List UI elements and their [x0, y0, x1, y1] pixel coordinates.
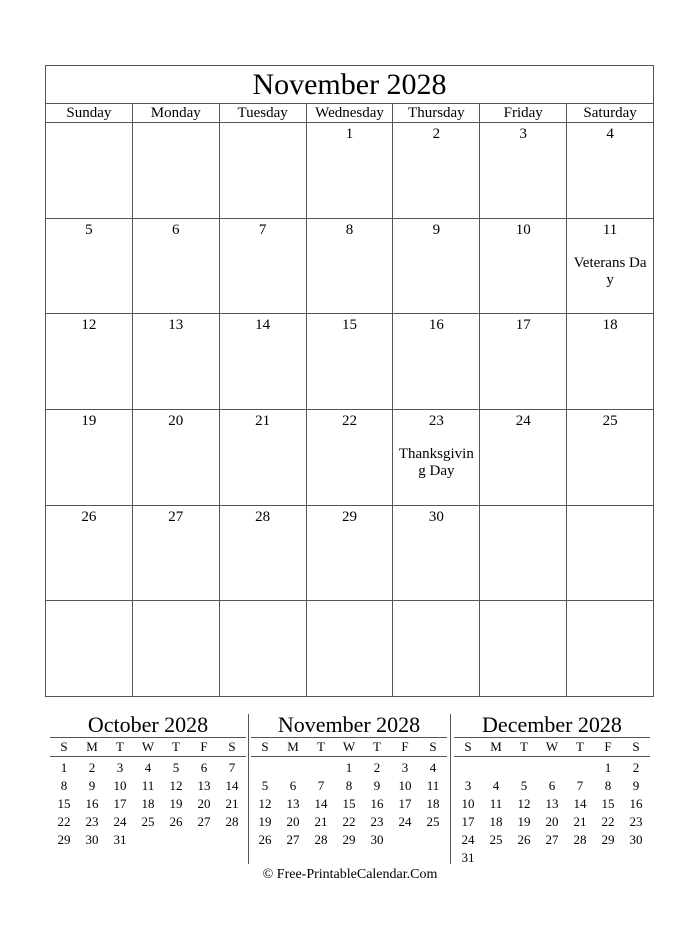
mini-day: 5 — [172, 760, 180, 775]
mini-day: 13 — [197, 778, 211, 793]
day-number: 10 — [515, 221, 531, 238]
mini-day: 6 — [548, 778, 556, 793]
mini-day: 29 — [342, 832, 356, 847]
mini-day: 6 — [200, 760, 208, 775]
calendar-title: November 2028 — [46, 66, 653, 104]
day-number — [567, 508, 653, 526]
mini-day — [510, 759, 538, 777]
day-cell — [479, 601, 566, 696]
day-number: 29 — [342, 508, 357, 525]
mini-weekday: T — [172, 739, 180, 754]
day-cell — [566, 219, 653, 314]
day-cell — [479, 123, 566, 218]
mini-day: 18 — [141, 796, 155, 811]
day-cell — [306, 410, 393, 505]
day-number — [480, 603, 566, 621]
mini-weekday: F — [401, 739, 409, 754]
mini-day: 9 — [373, 778, 381, 793]
mini-day: 28 — [573, 832, 587, 847]
mini-weekday: T — [520, 739, 528, 754]
mini-day: 30 — [370, 832, 384, 847]
mini-weekday-row — [251, 738, 447, 757]
mini-day: 11 — [141, 778, 155, 793]
day-number: 8 — [345, 221, 354, 238]
mini-day: 28 — [225, 814, 239, 829]
mini-day: 22 — [601, 814, 615, 829]
day-cell — [132, 506, 219, 601]
holiday-label: Veterans Day — [573, 254, 647, 288]
mini-day: 16 — [85, 796, 99, 811]
day-number: 23 — [428, 413, 444, 430]
day-number: 6 — [172, 221, 180, 238]
weekday-header: Saturday — [566, 104, 653, 122]
week-row — [46, 314, 653, 410]
day-number: 16 — [428, 317, 444, 334]
week-row — [46, 123, 653, 219]
mini-day: 25 — [426, 814, 440, 829]
day-cell — [219, 410, 306, 505]
mini-day — [454, 759, 482, 777]
day-number — [307, 603, 393, 621]
mini-day: 19 — [169, 796, 183, 811]
day-cell — [566, 410, 653, 505]
mini-weekday: T — [576, 739, 584, 754]
mini-day — [482, 849, 510, 867]
day-number — [46, 603, 132, 621]
mini-calendar-title: November 2028 — [251, 712, 447, 738]
day-cell — [46, 410, 132, 505]
day-cell — [479, 506, 566, 601]
day-number: 25 — [602, 413, 618, 430]
mini-day — [218, 831, 246, 849]
mini-day — [482, 759, 510, 777]
day-number: 3 — [519, 126, 527, 142]
day-number: 27 — [168, 508, 184, 525]
mini-day — [279, 759, 307, 777]
mini-day — [391, 831, 419, 849]
day-number — [220, 603, 306, 621]
weekday-header: Wednesday — [306, 104, 393, 122]
day-number — [220, 125, 306, 143]
day-number — [46, 125, 132, 143]
holiday-label: Thanksgiving Day — [398, 446, 474, 480]
day-number: 22 — [342, 413, 357, 430]
mini-day: 12 — [517, 796, 531, 811]
mini-day: 4 — [492, 778, 500, 793]
mini-day: 3 — [401, 760, 409, 775]
mini-day: 20 — [286, 814, 300, 829]
mini-day — [251, 759, 279, 777]
mini-day: 5 — [261, 778, 269, 793]
mini-day: 14 — [573, 796, 587, 811]
day-cell — [392, 601, 479, 696]
mini-day — [566, 849, 594, 867]
day-cell — [306, 219, 393, 314]
mini-day: 7 — [228, 760, 236, 775]
mini-day: 12 — [169, 778, 183, 793]
mini-calendar-next — [454, 712, 650, 867]
weekday-header: Friday — [479, 104, 566, 122]
mini-day: 3 — [464, 778, 472, 793]
mini-weekday: T — [317, 739, 325, 754]
mini-day: 24 — [113, 814, 127, 829]
day-number: 21 — [255, 413, 271, 430]
mini-day: 31 — [113, 832, 127, 847]
mini-calendars — [45, 712, 654, 867]
mini-day: 27 — [545, 832, 559, 847]
mini-day — [307, 759, 335, 777]
day-cell — [132, 123, 219, 218]
mini-day: 22 — [342, 814, 356, 829]
mini-days-grid — [454, 759, 650, 867]
mini-day: 27 — [286, 832, 300, 847]
mini-day: 9 — [88, 778, 96, 793]
mini-day: 14 — [225, 778, 239, 793]
mini-days-grid — [50, 759, 246, 849]
mini-day — [162, 831, 190, 849]
day-cell — [132, 219, 219, 314]
separator — [450, 714, 451, 864]
day-cell — [566, 123, 653, 218]
copyright-footer: © Free-PrintableCalendar.Com — [262, 867, 438, 882]
day-number — [567, 603, 653, 621]
day-cell — [479, 314, 566, 409]
day-cell — [219, 601, 306, 696]
day-cell — [392, 314, 479, 409]
mini-day: 1 — [60, 760, 68, 775]
day-cell — [46, 219, 132, 314]
mini-day: 2 — [88, 760, 96, 775]
mini-day: 22 — [57, 814, 71, 829]
mini-day — [419, 831, 447, 849]
day-number: 15 — [342, 317, 357, 334]
day-cell — [219, 219, 306, 314]
mini-day: 26 — [169, 814, 183, 829]
mini-day: 31 — [461, 850, 475, 865]
day-cell — [306, 314, 393, 409]
mini-day: 11 — [489, 796, 503, 811]
mini-day — [566, 759, 594, 777]
mini-day: 18 — [426, 796, 440, 811]
separator — [248, 714, 249, 864]
day-number — [480, 508, 566, 526]
mini-day: 7 — [576, 778, 584, 793]
mini-day: 3 — [116, 760, 124, 775]
day-cell — [392, 506, 479, 601]
mini-day: 24 — [398, 814, 412, 829]
mini-day: 15 — [57, 796, 71, 811]
weekday-header: Monday — [132, 104, 219, 122]
mini-weekday: S — [60, 739, 68, 754]
mini-calendar-title: October 2028 — [50, 712, 246, 738]
mini-day: 19 — [258, 814, 272, 829]
mini-day: 30 — [629, 832, 643, 847]
mini-day — [190, 831, 218, 849]
mini-weekday: F — [604, 739, 612, 754]
mini-weekday: W — [545, 739, 559, 754]
day-number: 7 — [258, 221, 267, 238]
day-number: 11 — [602, 221, 618, 238]
mini-day: 4 — [144, 760, 152, 775]
mini-weekday: S — [632, 739, 640, 754]
day-cell — [392, 410, 479, 505]
mini-day — [622, 849, 650, 867]
mini-weekday: S — [261, 739, 269, 754]
mini-weekday-row — [50, 738, 246, 757]
mini-day: 25 — [489, 832, 503, 847]
mini-day: 15 — [601, 796, 615, 811]
day-number: 24 — [515, 413, 531, 430]
day-cell — [46, 506, 132, 601]
day-cell — [132, 314, 219, 409]
mini-day: 17 — [113, 796, 127, 811]
mini-weekday: S — [464, 739, 472, 754]
mini-day: 23 — [370, 814, 384, 829]
mini-weekday: S — [429, 739, 437, 754]
mini-day: 17 — [461, 814, 475, 829]
day-number: 9 — [432, 221, 441, 238]
day-cell — [306, 506, 393, 601]
mini-weekday: M — [86, 739, 98, 754]
mini-day: 13 — [545, 796, 559, 811]
mini-weekday: W — [141, 739, 155, 754]
mini-day: 30 — [85, 832, 99, 847]
mini-day: 19 — [517, 814, 531, 829]
mini-day: 10 — [461, 796, 475, 811]
day-number: 13 — [168, 317, 184, 334]
day-number: 19 — [81, 413, 97, 430]
mini-calendar-current — [251, 712, 447, 867]
mini-days-grid — [251, 759, 447, 849]
day-number: 17 — [515, 317, 531, 334]
mini-day: 25 — [141, 814, 155, 829]
week-row — [46, 601, 653, 696]
day-cell — [219, 123, 306, 218]
mini-day: 28 — [314, 832, 328, 847]
day-number — [393, 603, 479, 621]
mini-day — [510, 849, 538, 867]
mini-weekday-row — [454, 738, 650, 757]
mini-day — [538, 759, 566, 777]
mini-day: 2 — [632, 760, 640, 775]
mini-day: 12 — [258, 796, 272, 811]
mini-weekday: S — [228, 739, 236, 754]
day-cell — [566, 601, 653, 696]
day-number: 12 — [81, 317, 97, 334]
month-calendar — [45, 65, 654, 697]
mini-weekday: M — [287, 739, 299, 754]
mini-day: 8 — [604, 778, 612, 793]
mini-day: 9 — [632, 778, 640, 793]
calendar-weeks — [46, 123, 653, 696]
weekday-header: Tuesday — [219, 104, 306, 122]
mini-day: 26 — [517, 832, 531, 847]
mini-day: 13 — [286, 796, 300, 811]
week-row — [46, 410, 653, 506]
day-number: 28 — [255, 508, 271, 525]
mini-day: 14 — [314, 796, 328, 811]
mini-day: 29 — [57, 832, 71, 847]
day-cell — [392, 123, 479, 218]
mini-weekday: W — [342, 739, 356, 754]
day-cell — [306, 601, 393, 696]
day-cell — [219, 506, 306, 601]
day-number — [133, 125, 219, 143]
mini-day: 10 — [398, 778, 412, 793]
mini-day: 23 — [85, 814, 99, 829]
mini-day: 21 — [225, 796, 239, 811]
mini-day: 24 — [461, 832, 475, 847]
mini-day: 20 — [197, 796, 211, 811]
mini-day: 8 — [345, 778, 353, 793]
mini-day: 27 — [197, 814, 211, 829]
day-cell — [219, 314, 306, 409]
mini-day: 26 — [258, 832, 272, 847]
day-number: 5 — [85, 221, 93, 238]
mini-day: 8 — [60, 778, 68, 793]
mini-day: 1 — [345, 760, 353, 775]
mini-day: 16 — [629, 796, 643, 811]
day-number: 18 — [602, 317, 618, 334]
day-cell — [479, 410, 566, 505]
mini-weekday: T — [116, 739, 124, 754]
day-cell — [46, 601, 132, 696]
day-cell — [46, 123, 132, 218]
mini-day: 21 — [573, 814, 587, 829]
mini-day: 20 — [545, 814, 559, 829]
mini-calendar-prev — [50, 712, 246, 867]
mini-day: 16 — [370, 796, 384, 811]
mini-day: 6 — [289, 778, 297, 793]
week-row — [46, 506, 653, 602]
mini-calendar-title: December 2028 — [454, 712, 650, 738]
day-cell — [479, 219, 566, 314]
day-number: 2 — [432, 126, 441, 142]
day-cell — [306, 123, 393, 218]
day-number: 20 — [168, 413, 184, 430]
mini-day: 21 — [314, 814, 328, 829]
day-number: 14 — [255, 317, 271, 334]
mini-day — [134, 831, 162, 849]
mini-weekday: F — [200, 739, 208, 754]
weekday-header: Thursday — [392, 104, 479, 122]
day-number: 26 — [81, 508, 97, 525]
mini-day: 18 — [489, 814, 503, 829]
weekday-header: Sunday — [66, 105, 112, 121]
mini-day: 11 — [426, 778, 440, 793]
mini-day: 10 — [113, 778, 127, 793]
day-cell — [566, 506, 653, 601]
day-number: 1 — [345, 126, 354, 142]
day-cell — [392, 219, 479, 314]
day-number: 4 — [606, 126, 614, 142]
weekday-header-row — [46, 104, 653, 123]
mini-day: 23 — [629, 814, 643, 829]
day-cell — [132, 410, 219, 505]
mini-day: 7 — [317, 778, 325, 793]
day-number: 30 — [428, 508, 444, 525]
mini-day — [538, 849, 566, 867]
mini-day: 15 — [342, 796, 356, 811]
mini-day: 17 — [398, 796, 412, 811]
mini-day: 29 — [601, 832, 615, 847]
mini-day — [594, 849, 622, 867]
mini-weekday: M — [490, 739, 502, 754]
mini-day: 2 — [373, 760, 381, 775]
day-cell — [46, 314, 132, 409]
week-row — [46, 219, 653, 315]
mini-day: 1 — [604, 760, 612, 775]
day-cell — [132, 601, 219, 696]
mini-day: 5 — [520, 778, 528, 793]
mini-day: 4 — [429, 760, 437, 775]
day-cell — [566, 314, 653, 409]
day-number — [133, 603, 219, 621]
mini-weekday: T — [373, 739, 381, 754]
